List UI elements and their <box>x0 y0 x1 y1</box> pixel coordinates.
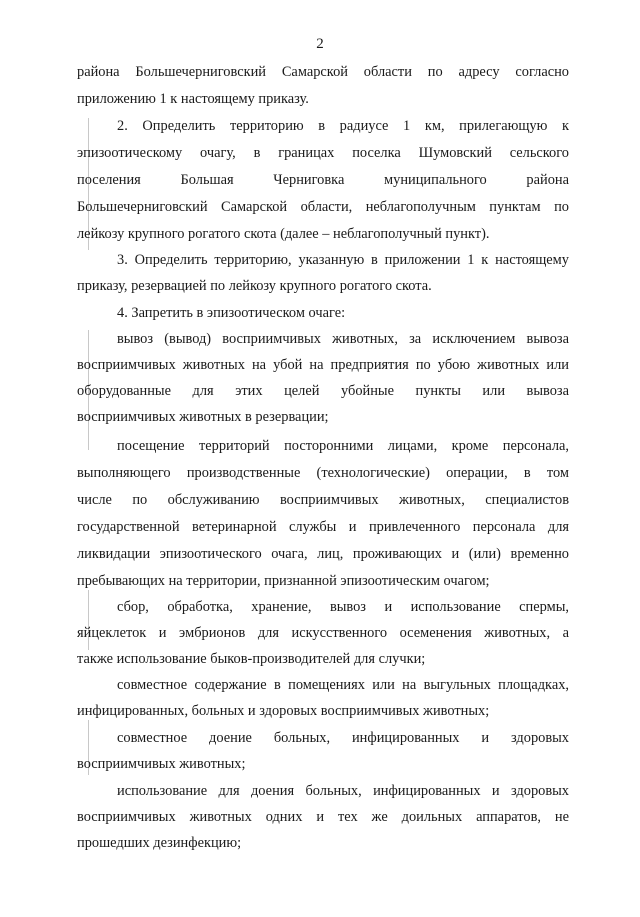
paragraph-3-first-line: 3. Определить территорию, указанную в приложении 1 к настоящему <box>117 252 569 268</box>
list-item-first-line: совместное содержание в помещениях или на выгульных площадках, <box>117 677 569 693</box>
paragraph-4-heading: 4. Запретить в эпизоотическом очаге: <box>117 305 346 321</box>
text-line: выполняющего производственные (технологические) операции, в том <box>77 465 569 481</box>
text-line-last: инфицированных, больных и здоровых восприимчивых животных; <box>77 703 490 719</box>
text-line-last: восприимчивых животных в резервации; <box>77 409 329 425</box>
list-item-first-line: совместное доение больных, инфицированных и здоровых <box>117 730 569 746</box>
list-item-first-line: сбор, обработка, хранение, вывоз и использование спермы, <box>117 599 569 615</box>
text-line-last: приказу, резервацией по лейкозу крупного рогатого скота. <box>77 278 432 294</box>
text-line-last: пребывающих на территории, признанной эпизоотическим очагом; <box>77 573 490 589</box>
text-line-continuation: района Большечерниговский Самарской области по адресу согласно <box>77 64 569 80</box>
paragraph-2-first-line: 2. Определить территорию в радиусе 1 км, прилегающую к <box>117 118 569 134</box>
text-line: поселения Большая Черниговка муниципального района <box>77 172 569 188</box>
text-line: восприимчивых животных одних и тех же доильных аппаратов, не <box>77 809 569 825</box>
text-line: восприимчивых животных на убой на предприятия по убою животных или <box>77 357 569 373</box>
text-line-last: лейкозу крупного рогатого скота (далее – неблагополучный пункт). <box>77 226 490 242</box>
text-line: яйцеклеток и эмбрионов для искусственного осеменения животных, а <box>77 625 569 641</box>
page-number: 2 <box>316 36 324 52</box>
text-line-last: восприимчивых животных; <box>77 756 246 772</box>
text-line-last: прошедших дезинфекцию; <box>77 835 242 851</box>
list-item-first-line: вывоз (вывод) восприимчивых животных, за исключением вывоза <box>117 331 569 347</box>
text-line-last: также использование быков-производителей для случки; <box>77 651 426 667</box>
text-line: оборудованные для этих целей убойные пункты или вывоза <box>77 383 569 399</box>
text-line: государственной ветеринарной службы и привлеченного персонала для <box>77 519 569 535</box>
text-line: эпизоотическому очагу, в границах поселка Шумовский сельского <box>77 145 569 161</box>
list-item-first-line: посещение территорий посторонними лицами, кроме персонала, <box>117 438 569 454</box>
text-line-last: приложению 1 к настоящему приказу. <box>77 91 309 107</box>
text-line: числе по обслуживанию восприимчивых животных, специалистов <box>77 492 569 508</box>
text-line: Большечерниговский Самарской области, неблагополучным пунктам по <box>77 199 569 215</box>
list-item-first-line: использование для доения больных, инфицированных и здоровых <box>117 783 569 799</box>
text-line: ликвидации эпизоотического очага, лиц, проживающих и (или) временно <box>77 546 569 562</box>
